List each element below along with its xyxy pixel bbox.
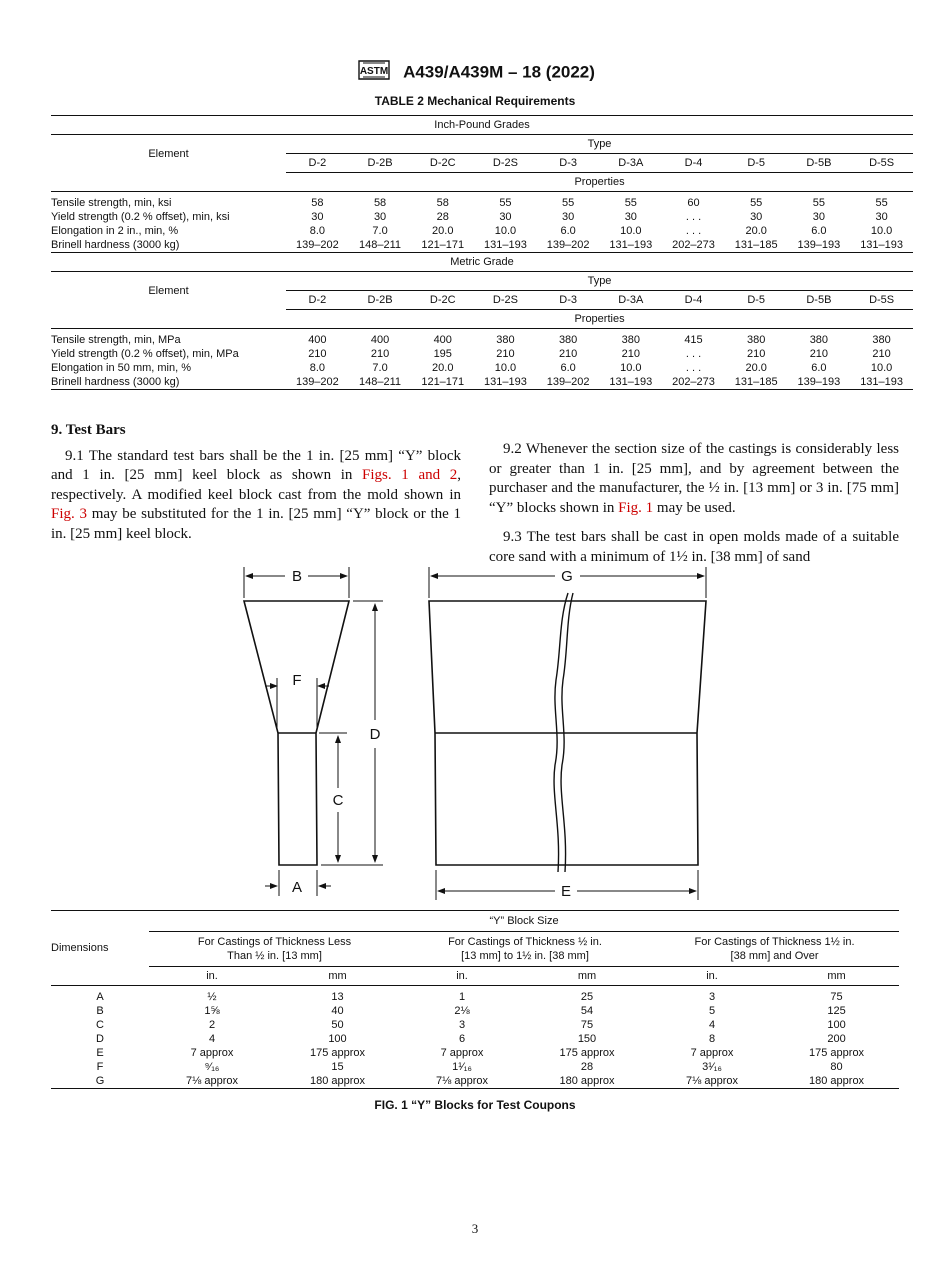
type-cell: D-2 [286,291,349,310]
type-cell: D-5 [725,291,788,310]
type-cell: D-5S [850,291,913,310]
section-9-left-column [51,421,461,544]
label-a: A [291,879,303,896]
type-cell: D-5S [850,154,913,173]
type-cell: D-2S [474,154,537,173]
astm-logo-icon [355,58,393,87]
element-header: Element [148,284,189,297]
type-cell: D-2 [286,154,349,173]
unit-mm: mm [774,967,899,986]
table-row: D 4 100 6 150 8 200 [96,1033,846,1045]
y-block-size-header: “Y” Block Size [149,911,899,932]
type-cell: D-3A [599,154,662,173]
table-row: F ⁹⁄₁₆ 15 1¹⁄₁₆ 28 3¹⁄₁₆ 80 [96,1061,843,1073]
figure-caption: FIG. 1 “Y” Blocks for Test Coupons [374,1098,576,1112]
type-cell: D-2S [474,291,537,310]
label-c: C [332,792,344,809]
type-header: Type [286,135,913,154]
unit-in: in. [650,967,774,986]
unit-in: in. [400,967,524,986]
table-row: B 1⅝ 40 2⅛ 54 5 125 [96,1005,846,1017]
table-row: Tensile strength, min, MPa 400 400 400 380 380 380 415 380 380 380 [51,334,891,346]
unit-mm: mm [275,967,400,986]
table-row: A ½ 13 1 25 3 75 [96,991,843,1003]
table-row: Brinell hardness (3000 kg) 139–202 148–211 121–171 131–193 139–202 131–193 202–273 131–185 139–193 131–193 [51,375,913,390]
y-block-size-table [51,910,899,1089]
type-cell: D-3A [599,291,662,310]
table-row: E 7 approx 175 approx 7 approx 175 approx 7 approx 175 approx [96,1047,865,1059]
type-cell: D-5 [725,154,788,173]
label-f: F [292,672,302,689]
unit-in: in. [149,967,275,986]
type-cell: D-4 [662,154,725,173]
table2-caption: TABLE 2 Mechanical Requirements [374,94,576,108]
group-header: For Castings of Thickness Less Than ½ in. [13 mm] [197,936,352,962]
fig-1-link[interactable]: Fig. 1 [618,499,654,516]
type-cell: D-3 [537,291,600,310]
fig-3-link[interactable]: Fig. 3 [51,506,87,522]
properties-header: Properties [286,310,913,329]
label-d: D [369,726,381,743]
type-cell: D-2C [411,154,474,173]
page-header [0,58,950,87]
section-9-right-column [489,440,899,567]
table-row: G 7⅛ approx 180 approx 7⅛ approx 180 approx 7⅛ approx 180 approx [51,1074,899,1089]
paragraph-9-3: 9.3 The test bars shall be cast in open molds made of a suitable core sand with a minimum of 1½ in. [38 mm] of sand [489,529,899,565]
group-header: For Castings of Thickness ½ in. [13 mm] to 1½ in. [38 mm] [448,936,602,962]
type-cell: D-5B [788,154,851,173]
document-title: A439/A439M – 18 (2022) [403,62,595,82]
table-row: Brinell hardness (3000 kg) 139–202 148–211 121–171 131–193 139–202 131–193 202–273 131–185 139–193 131–193 [51,239,904,251]
grade-header: Inch-Pound Grades [51,116,913,135]
table-row: Tensile strength, min, ksi 58 58 58 55 55 55 60 55 55 55 [51,197,888,209]
table-row: Yield strength (0.2 % offset), min, MPa 210 210 195 210 210 210 . . . 210 210 210 [51,348,891,360]
label-b: B [291,568,303,585]
page-number: 3 [471,1221,479,1236]
mechanical-requirements-table [51,115,913,390]
type-cell: D-2B [349,154,412,173]
paragraph-9-2: 9.2 Whenever the section size of the castings is considerably less or greater than 1 in. [25 mm], and by agreement between the purchaser and the manufacturer, the ½ in. [13 mm] or 3 in. [75 mm] “Y” blocks shown in Fig. 1 may be used. [489,441,899,516]
astm-logo-text: ASTM [359,66,389,77]
dimensions-header: Dimensions [51,911,149,986]
table-row: Yield strength (0.2 % offset), min, ksi 30 30 28 30 30 30 . . . 30 30 30 [51,211,888,223]
type-cell: D-5B [788,291,851,310]
table-row: Elongation in 2 in., min, % 8.0 7.0 20.0 10.0 6.0 10.0 . . . 20.0 6.0 10.0 [51,225,893,237]
figs-1-2-link[interactable]: Figs. 1 and 2 [362,467,458,483]
label-e: E [560,883,572,900]
grade-header: Metric Grade [51,253,913,272]
properties-header: Properties [286,173,913,192]
type-cell: D-4 [662,291,725,310]
table-row: C 2 50 3 75 4 100 [96,1019,846,1031]
section-heading: 9. Test Bars [51,422,126,438]
unit-mm: mm [524,967,650,986]
element-header: Element [148,147,189,160]
paragraph-9-1: 9.1 The standard test bars shall be the 1 in. [25 mm] “Y” block and 1 in. [25 mm] keel block as shown in Figs. 1 and 2, respectively. A modified keel block cast from the mold shown in Fig. 3 may be substituted for the 1 in. [25 mm] “Y” block or the 1 in. [25 mm] keel block. [51,447,462,542]
type-cell: D-2C [411,291,474,310]
group-header: For Castings of Thickness 1½ in. [38 mm] and Over [694,936,855,962]
label-g: G [561,568,573,585]
type-header: Type [286,272,913,291]
y-block-figure [225,560,725,905]
table-row: Elongation in 50 mm, min, % 8.0 7.0 20.0 10.0 6.0 10.0 . . . 20.0 6.0 10.0 [51,362,893,374]
type-cell: D-3 [537,154,600,173]
type-cell: D-2B [349,291,412,310]
